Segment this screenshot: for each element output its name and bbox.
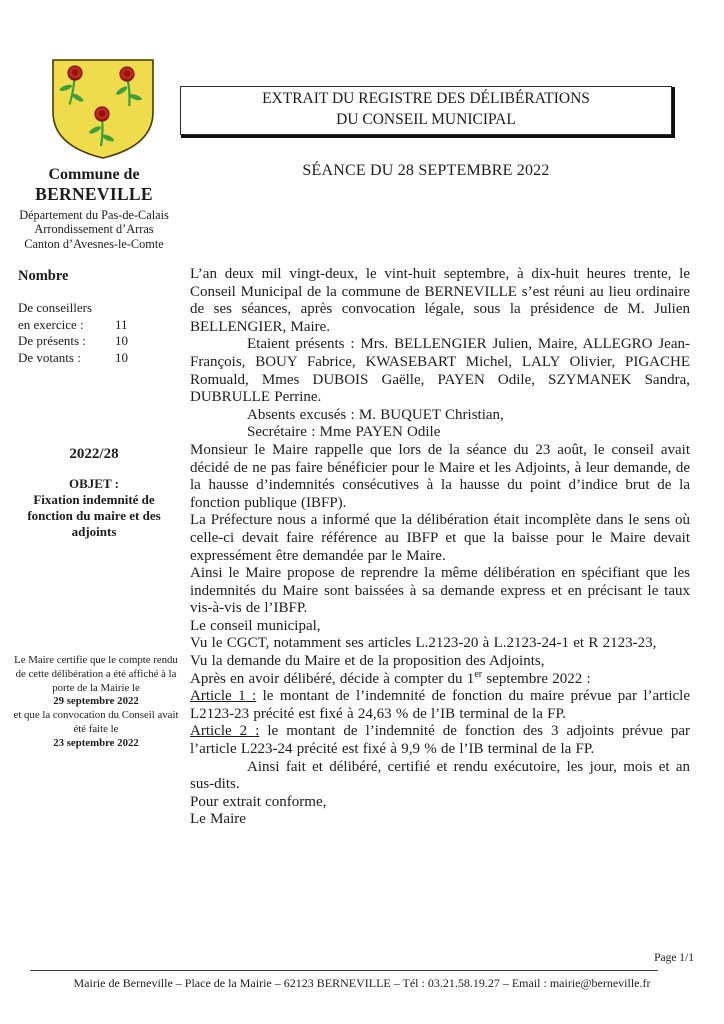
count-label: De votants : (18, 349, 81, 365)
document-title-box (180, 86, 672, 135)
paragraph-vu-cgct: Vu le CGCT, notamment ses articles L.2123-20 à L.2123-24-1 et R 2123-23, (190, 635, 657, 652)
document-title-line2: DU CONSEIL MUNICIPAL (336, 110, 516, 128)
mairie-address-footer: Mairie de Berneville – Place de la Mairie – 62123 BERNEVILLE – Tél : 03.21.58.19.27 – Email : mairie@berneville.fr (73, 976, 651, 990)
paragraph-proposition: Ainsi le Maire propose de reprendre la même délibération en spécifiant que les indemnités du Maire sont baissées à sa demande express et en précisant le taux vis-à-vis de l’IBFP. (190, 565, 690, 617)
certification-date-affichage: 29 septembre 2022 (53, 695, 139, 708)
count-value: 10 (115, 349, 128, 365)
paragraph-article-1 (190, 688, 690, 723)
nombre-heading: Nombre (18, 268, 69, 284)
paragraph-vu-demande: Vu la demande du Maire et de la proposition des Adjoints, (190, 653, 545, 670)
certification-text-2: et que la convocation du Conseil avait été faite le (13, 709, 179, 735)
paragraph-secretaire: Secrétaire : Mme PAYEN Odile (247, 424, 441, 441)
article-2-label: Article 2 : (190, 723, 260, 740)
objet-block (16, 476, 172, 540)
paragraph-cloture: Ainsi fait et délibéré, certifié et rendu exécutoire, les jour, mois et an sus-dits. (190, 758, 690, 793)
deliberation-body (190, 266, 690, 829)
paragraph-decide: Après en avoir délibéré, décide à compter du 1er septembre 2022 : (190, 668, 591, 687)
article-1-label: Article 1 : (190, 688, 257, 705)
commune-coat-of-arms-icon (48, 56, 158, 162)
objet-text: Fixation indemnité de fonction du maire et des adjoints (27, 492, 161, 539)
commune-identity-block (6, 166, 182, 251)
seance-heading: SÉANCE DU 28 SEPTEMBRE 2022 (302, 162, 550, 179)
paragraph-prefecture: La Préfecture nous a informé que la délibération était incomplète dans le sens où celle-ci devait faire référence au IBFP et que la baisse pour le Maire devait expressément être demandée par le Maire. (190, 512, 690, 564)
commune-departement: Département du Pas-de-Calais (19, 207, 169, 222)
commune-name: BERNEVILLE (35, 184, 153, 205)
deliberation-reference: 2022/28 (69, 446, 119, 462)
certification-text-1: Le Maire certifie que le compte rendu de cette délibération a été affiché à la porte de la Mairie le (14, 654, 178, 694)
paragraph-pour-extrait: Pour extrait conforme, (190, 793, 327, 810)
count-label: De présents : (18, 333, 86, 348)
article-1-text: le montant de l’indemnité de fonction du maire prévue par l’article L2123-23 précité est fixé à 24,63 % de l’IB terminal de la FP. (190, 688, 690, 722)
paragraph-rappel: Monsieur le Maire rappelle que lors de la séance du 23 août, le conseil avait décidé de ne pas faire bénéficier pour le Maire et les Adjoints, à leur demande, de la hausse d’indemnités consécutives à la hausse du point d’indice brut de la fonction publique (IBFP). (190, 441, 690, 511)
commune-label: Commune de (48, 166, 140, 183)
paragraph-absents: Absents excusés : M. BUQUET Christian, (247, 406, 504, 423)
certification-note (13, 654, 179, 751)
count-row (18, 300, 170, 317)
commune-arrondissement: Arrondissement d’Arras (34, 222, 154, 237)
paragraph-conseil: Le conseil municipal, (190, 617, 321, 634)
article-2-text: le montant de l’indemnité de fonction des 3 adjoints prévue par l’article L223-24 précité est fixé à 9,9 % de l’IB terminal de la FP. (190, 723, 690, 758)
count-label: De conseillers (18, 300, 93, 315)
council-counts (18, 300, 170, 366)
count-row (18, 317, 170, 334)
count-row (18, 350, 170, 367)
certification-date-convocation: 23 septembre 2022 (53, 736, 139, 749)
paragraph-ouverture: L’an deux mil vingt-deux, le vint-huit septembre, à dix-huit heures trente, le Conseil Municipal de la commune de BERNEVILLE s’est réuni au lieu ordinaire de ses séances, après convocation légale, sous la présidence de M. Julien BELLENGIER, Maire. (190, 266, 690, 335)
count-row (18, 333, 170, 350)
superscript-er: er (474, 668, 483, 680)
count-value: 10 (115, 333, 128, 348)
count-value: 11 (115, 316, 128, 332)
count-label: en exercice : (18, 316, 84, 332)
page-number: Page 1/1 (654, 952, 694, 964)
objet-title: OBJET : (69, 476, 119, 491)
signature-le-maire: Le Maire (190, 811, 246, 828)
paragraph-presents: Etaient présents : Mrs. BELLENGIER Julien, Maire, ALLEGRO Jean-François, BOUY Fabrice, KWASEBART Michel, LALY Olivier, PIGACHE Romuald, Mmes DUBOIS Gaëlle, PAYEN Odile, SZYMANEK Sandra, DUBRULLE Perrine. (190, 336, 690, 406)
commune-canton: Canton d’Avesnes-le-Comte (24, 236, 164, 251)
paragraph-article-2 (190, 723, 690, 758)
footer-divider (30, 970, 658, 971)
count-value (115, 300, 155, 317)
document-title-line1: EXTRAIT DU REGISTRE DES DÉLIBÉRATIONS (262, 90, 590, 107)
